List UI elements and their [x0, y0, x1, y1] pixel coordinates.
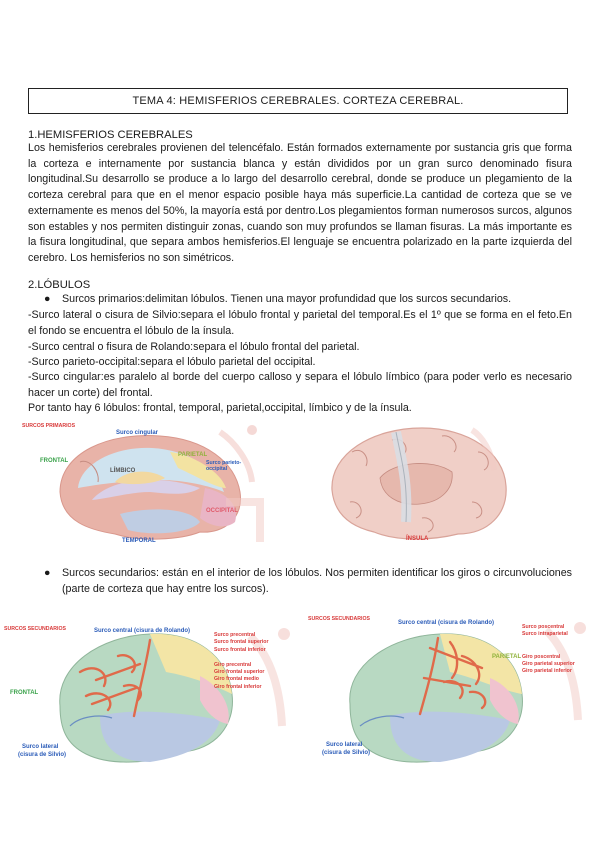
- page-title: TEMA 4: HEMISFERIOS CEREBRALES. CORTEZA CEREBRAL.: [132, 95, 464, 107]
- bullet-primary-text: Surcos primarios:delimitan lóbulos. Tienen una mayor profundidad que los surcos secundarios.: [62, 293, 512, 305]
- section-heading-1: 1.HEMISFERIOS CEREBRALES: [28, 129, 193, 141]
- fig4-list-item: Giro parietal superior: [522, 661, 575, 668]
- fig1-label-occipital: OCCIPITAL: [206, 508, 238, 514]
- fig1-label-cingular: Surco cingular: [116, 430, 159, 436]
- fig4-header: SURCOS SECUNDARIOS: [308, 616, 370, 622]
- figure-insula-brain: [322, 422, 514, 550]
- fig4-label-parietal: PARIETAL: [492, 654, 522, 660]
- fig1-header: SURCOS PRIMARIOS: [22, 423, 76, 429]
- fig4-list-item: Surco poscentral: [522, 624, 565, 630]
- fig4-label-central: Surco central (cisura de Rolando): [398, 620, 495, 626]
- fig4-label-list: [522, 624, 575, 676]
- fig3-list-item: Giro frontal inferior: [214, 683, 262, 690]
- title-box: [28, 88, 568, 114]
- figure-medial-brain: [20, 422, 272, 550]
- text-line-summary: Por tanto hay 6 lóbulos: frontal, temporal, parietal,occipital, límbico y de la ínsula.: [28, 402, 412, 414]
- fig3-label-lateral: Surco lateral: [22, 744, 59, 750]
- fig4-label-lateral-2: (cisura de Silvio): [322, 750, 371, 756]
- bullet-dot: ●: [44, 567, 51, 579]
- text-line-rolando: -Surco central o fisura de Rolando:separa el lóbulo frontal del parietal.: [28, 341, 360, 353]
- fig3-list-item: [214, 654, 268, 661]
- fig3-label-list: [214, 632, 268, 691]
- fig3-label-lateral-2: (cisura de Silvio): [18, 752, 67, 758]
- medial-brain-illustration: [20, 422, 272, 550]
- fig3-label-frontal: FRONTAL: [10, 690, 39, 696]
- text-line-silvio: -Surco lateral o cisura de Silvio:separa el lóbulo frontal y parietal del temporal.Es el 1º que se forma en el feto.En el fondo se encuentra el lóbulo de la ínsula.: [28, 309, 572, 337]
- fig4-label-lateral: Surco lateral: [326, 742, 363, 748]
- fig1-label-temporal: TEMPORAL: [122, 538, 156, 544]
- fig4-list-item: Giro poscentral: [522, 653, 561, 660]
- fig3-header: SURCOS SECUNDARIOS: [4, 626, 66, 632]
- fig3-list-item: Giro frontal medio: [214, 676, 259, 683]
- fig4-list-item: [522, 639, 575, 646]
- fig3-label-central: Surco central (cisura de Rolando): [94, 628, 191, 634]
- figure-secondary-frontal: [0, 616, 296, 776]
- fig3-list-item: Giro precentral: [214, 661, 252, 668]
- bullet-primary: [44, 292, 572, 308]
- fig1-label-parieto: Surco parieto-occipital: [206, 460, 242, 472]
- fig3-list-item: Surco precentral: [214, 632, 256, 638]
- bullet-secondary-text: Surcos secundarios: están en el interior de los lóbulos. Nos permiten identificar los giros o circunvoluciones (parte de corteza que hay entre los surcos).: [62, 567, 572, 595]
- fig1-label-frontal: FRONTAL: [40, 458, 69, 464]
- fig4-list-item: Giro parietal inferior: [522, 668, 572, 675]
- section-1-paragraph: Los hemisferios cerebrales provienen del telencéfalo. Están formados externamente por sustancia gris que forma la corteza e internamente por sustancia blanca y están divididos por un gran surco denominado fisura longitudinal.Su desarrollo se produce a lo largo del desarrollo cerebral, donde se produce un plegamiento de la corteza cerebral para que en el menor espacio posible haya más superficie.La cantidad de corteza que se ve externamente es menos del 50%, la mayoría está por dentro.Los plegamientos forman numerosos surcos, algunos son estables y nos permiten distinguir zonas, cuando son muy profundos se llaman fisuras. La más importante es la fisura longitudinal, que separa ambos hemisferios.El lenguaje se encuentra polarizado en la parte izquierda del cerebro. Los hemisferios no son simétricos.: [28, 142, 572, 264]
- fig4-list-item: [522, 646, 575, 653]
- fig1-label-limbico: LÍMBICO: [110, 468, 136, 474]
- insula-brain-illustration: [322, 422, 514, 550]
- text-line-parieto: -Surco parieto-occipital:separa el lóbulo parietal del occipital.: [28, 356, 316, 368]
- fig4-list-item: Surco intraparietal: [522, 631, 568, 638]
- bullet-dot: ●: [44, 293, 51, 305]
- text-line-cingular: -Surco cingular:es paralelo al borde del cuerpo calloso y separa el lóbulo límbico (para poder verlo es necesario hacer un corte) del frontal.: [28, 371, 572, 399]
- fig2-label-insula: ÍNSULA: [406, 536, 429, 542]
- fig3-list-item: Giro frontal superior: [214, 669, 265, 676]
- fig3-list-item: Surco frontal superior: [214, 639, 269, 646]
- section-heading-2: 2.LÓBULOS: [28, 279, 91, 291]
- fig3-list-item: Surco frontal inferior: [214, 646, 266, 653]
- fig1-label-parietal: PARIETAL: [178, 452, 208, 458]
- bullet-secondary: [44, 566, 572, 597]
- figure-secondary-parietal: [300, 608, 596, 776]
